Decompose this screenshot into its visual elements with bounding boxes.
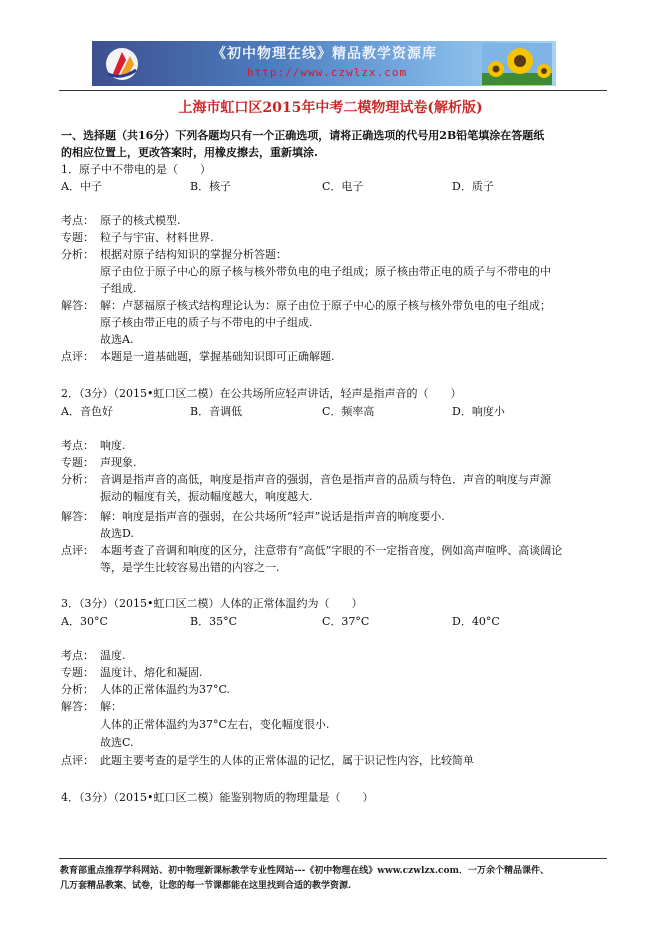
q2-option-b: B．音调低 [190, 405, 243, 418]
q3-jieda-label: 解答： [61, 700, 94, 713]
q1-dianping-label: 点评： [61, 350, 94, 363]
footer-rule [59, 858, 607, 859]
header-banner [92, 41, 556, 86]
q1-jieda-line2: 原子核由带正电的质子与不带电的中子组成. [100, 316, 313, 329]
banner-url[interactable]: http://www.czwlzx.com [247, 66, 408, 79]
q2-kaodian-label: 考点： [61, 439, 94, 452]
q3-jieda-line2: 故选C. [100, 736, 134, 749]
q1-kaodian-label: 考点： [61, 214, 94, 227]
q2-dianping-line2: 等，是学生比较容易出错的内容之一. [100, 561, 280, 574]
q2-option-d: D．响度小 [452, 405, 505, 418]
q3-fenxi-label: 分析： [61, 683, 94, 696]
q1-option-b: B．核子 [190, 180, 232, 193]
footer-line2: 几万套精品教案、试卷，让您的每一节课都能在这里找到合适的教学资源. [60, 881, 352, 891]
q3-kaodian: 温度. [100, 649, 126, 662]
q3-fenxi: 人体的正常体温约为37°C. [100, 683, 231, 696]
q3-dianping: 此题主要考查的是学生的人体的正常体温的记忆，属于识记性内容，比较简单 [100, 754, 474, 767]
q1-dianping: 本题是一道基础题，掌握基础知识即可正确解题. [100, 350, 335, 363]
q1-fenxi-line1: 根据对原子结构知识的掌握分析答题： [100, 248, 287, 261]
q2-dianping-label: 点评： [61, 544, 94, 557]
q1-kaodian: 原子的核式模型. [100, 214, 181, 227]
q2-kaodian: 响度. [100, 439, 126, 452]
sunflower-icon [482, 43, 552, 85]
q3-kaodian-label: 考点： [61, 649, 94, 662]
q2-option-a: A．音色好 [61, 405, 113, 418]
q3-option-a: A．30°C [61, 615, 108, 628]
q1-jieda-line3: 故选A. [100, 333, 134, 346]
q3-jieda-line0: 解： [100, 700, 122, 713]
q3-zhuanti: 温度计、熔化和凝固. [100, 666, 203, 679]
q3-option-b: B．35°C [190, 615, 237, 628]
q1-fenxi-label: 分析： [61, 248, 94, 261]
q3-option-d: D．40°C [452, 615, 500, 628]
section-intro-line1: 一、选择题（共16分）下列各题均只有一个正确选项，请将正确选项的代号用2B铅笔填涂在答题纸 [61, 129, 545, 142]
q1-fenxi-line2: 原子由位于原子中心的原子核与核外带负电的电子组成；原子核由带正电的质子与不带电的中 [100, 265, 551, 278]
q2-zhuanti: 声现象. [100, 456, 137, 469]
q1-jieda-label: 解答： [61, 299, 94, 312]
q3-zhuanti-label: 专题： [61, 666, 94, 679]
q1-zhuanti-label: 专题： [61, 231, 94, 244]
q2-option-c: C．频率高 [322, 405, 375, 418]
q2-jieda-line2: 故选D. [100, 527, 134, 540]
q3-jieda-line1: 人体的正常体温约为37°C左右，变化幅度很小. [100, 718, 330, 731]
q1-option-d: D．质子 [452, 180, 494, 193]
section-intro-line2: 的相应位置上，更改答案时，用橡皮擦去，重新填涂. [61, 146, 318, 159]
q1-fenxi-line3: 子组成. [100, 282, 137, 295]
q2-jieda-line1: 解：响度是指声音的强弱，在公共场所“轻声”说话是指声音的响度要小. [100, 510, 445, 523]
q2-dianping-line1: 本题考查了音调和响度的区分，注意带有“高低”字眼的不一定指音度，例如高声喧哗、高谈阔论 [100, 544, 563, 557]
site-logo [102, 46, 142, 82]
q3-dianping-label: 点评： [61, 754, 94, 767]
q3-stem: 3．（3分）（2015•虹口区二模）人体的正常体温约为（ ） [61, 597, 363, 610]
q1-zhuanti: 粒子与宇宙、材料世界. [100, 231, 214, 244]
q2-stem: 2．（3分）（2015•虹口区二模）在公共场所应轻声讲话，轻声是指声音的（ ） [61, 387, 462, 400]
q1-stem: 1．原子中不带电的是（ ） [61, 163, 211, 176]
q1-option-a: A．中子 [61, 180, 102, 193]
q1-jieda-line1: 解：卢瑟福原子核式结构理论认为：原子由位于原子中心的原子核与核外带负电的电子组成； [100, 299, 551, 312]
footer-line1: 教育部重点推荐学科网站、初中物理新课标教学专业性网站---《初中物理在线》www.czwlzx.com．一万余个精品课件、 [60, 866, 550, 876]
header-rule [59, 90, 607, 91]
q3-option-c: C．37°C [322, 615, 370, 628]
q2-jieda-label: 解答： [61, 510, 94, 523]
q2-fenxi-line1: 音调是指声音的高低，响度是指声音的强弱，音色是指声音的品质与特色．声音的响度与声源 [100, 473, 551, 486]
q4-stem: 4．（3分）（2015•虹口区二模）能鉴别物质的物理量是（ ） [61, 791, 374, 804]
q2-zhuanti-label: 专题： [61, 456, 94, 469]
q1-option-c: C．电子 [322, 180, 364, 193]
page-title: 上海市虹口区2015年中考二模物理试卷(解析版) [178, 100, 483, 116]
q2-fenxi-label: 分析： [61, 473, 94, 486]
banner-brand: 《初中物理在线》精品教学资源库 [212, 46, 437, 62]
q2-fenxi-line2: 振动的幅度有关，振动幅度越大，响度越大. [100, 490, 313, 503]
